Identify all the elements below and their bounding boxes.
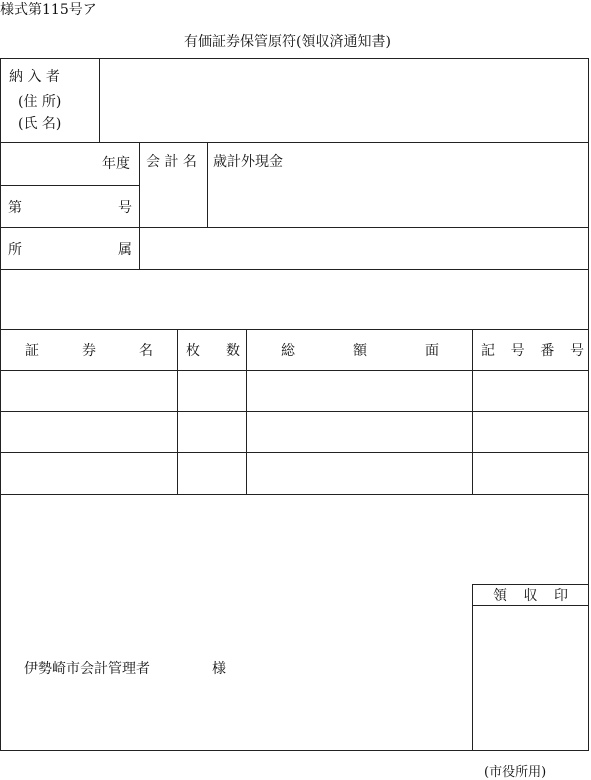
account-name-value: 歳計外現金 bbox=[213, 154, 283, 170]
recipient-name: 伊勢崎市会計管理者 bbox=[24, 661, 150, 677]
table-row-2-security-name[interactable] bbox=[1, 412, 177, 452]
table-row-1-face-total[interactable] bbox=[247, 371, 472, 411]
receipt-stamp-label-char-3: 印 bbox=[554, 588, 568, 604]
account-name-label: 会 計 名 bbox=[146, 154, 197, 170]
header-face-total-char-2: 額 bbox=[353, 343, 367, 359]
header-serial-char-2: 号 bbox=[510, 343, 525, 359]
table-row-3-face-total[interactable] bbox=[247, 453, 472, 494]
header-serial bbox=[481, 344, 584, 358]
header-security-name-char-1: 証 bbox=[25, 343, 39, 359]
table-row-1-serial[interactable] bbox=[473, 371, 589, 411]
table-row-2-count[interactable] bbox=[178, 412, 246, 452]
header-face-total-char-1: 総 bbox=[281, 343, 295, 359]
number-label-suffix: 号 bbox=[118, 200, 132, 216]
receipt-stamp-area[interactable] bbox=[473, 606, 589, 750]
table-row-1-security-name[interactable] bbox=[1, 371, 177, 411]
rule-table-bottom bbox=[0, 494, 589, 495]
rule-payer-bottom bbox=[0, 142, 589, 143]
number-label bbox=[8, 201, 132, 215]
rule-year-bottom bbox=[0, 185, 139, 186]
table-row-2-serial[interactable] bbox=[473, 412, 589, 452]
recipient-honorific: 様 bbox=[212, 661, 226, 677]
header-serial-char-1: 記 bbox=[481, 343, 495, 359]
footer-note: (市役所用) bbox=[484, 765, 547, 780]
table-row-3-serial[interactable] bbox=[473, 453, 589, 494]
form-id: 様式第115号ア bbox=[0, 2, 97, 18]
number-label-prefix: 第 bbox=[8, 200, 22, 216]
table-row-3-security-name[interactable] bbox=[1, 453, 177, 494]
header-serial-char-4: 号 bbox=[569, 343, 584, 359]
header-count-char-2: 数 bbox=[226, 343, 240, 359]
rule-account-divider bbox=[207, 142, 208, 227]
rule-stamp-top bbox=[472, 584, 589, 585]
header-count bbox=[186, 344, 240, 358]
department-label bbox=[8, 243, 132, 257]
payer-entry-field[interactable] bbox=[100, 59, 589, 142]
receipt-stamp-label-char-1: 領 bbox=[493, 588, 507, 604]
payer-label: 納 入 者 bbox=[9, 69, 60, 85]
table-row-2-face-total[interactable] bbox=[247, 412, 472, 452]
department-label-char-1: 所 bbox=[8, 242, 22, 258]
name-label: (氏 名) bbox=[18, 116, 62, 132]
header-face-total bbox=[281, 344, 439, 358]
header-security-name-char-2: 券 bbox=[82, 343, 96, 359]
table-row-3-count[interactable] bbox=[178, 453, 246, 494]
blank-entry-band[interactable] bbox=[1, 270, 589, 329]
receipt-stamp-label bbox=[493, 589, 568, 603]
department-label-char-2: 属 bbox=[118, 242, 132, 258]
table-row-1-count[interactable] bbox=[178, 371, 246, 411]
header-face-total-char-3: 面 bbox=[425, 343, 439, 359]
receipt-stamp-label-char-2: 収 bbox=[523, 588, 538, 604]
rule-table-top bbox=[0, 329, 589, 330]
header-count-char-1: 枚 bbox=[186, 343, 200, 359]
fiscal-year-label: 年度 bbox=[102, 156, 130, 172]
header-serial-char-3: 番 bbox=[540, 343, 555, 359]
header-security-name bbox=[25, 344, 153, 358]
department-entry-field[interactable] bbox=[140, 228, 589, 269]
header-security-name-char-3: 名 bbox=[139, 343, 153, 359]
document-title: 有価証券保管原符(領収済通知書) bbox=[184, 34, 391, 50]
address-label: (住 所) bbox=[18, 94, 62, 110]
